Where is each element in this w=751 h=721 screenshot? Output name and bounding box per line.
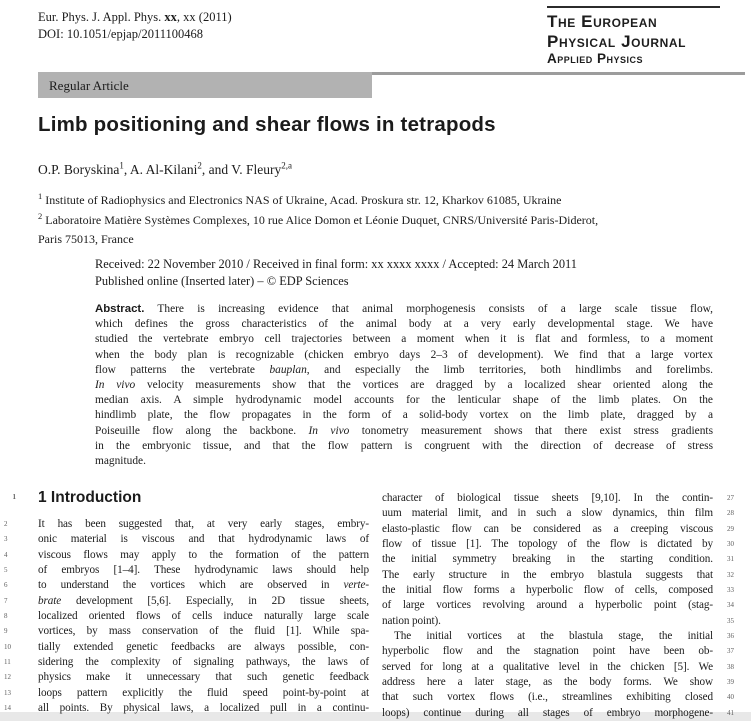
line-number: 31 bbox=[727, 555, 734, 564]
body-line bbox=[382, 552, 734, 567]
section-heading-introduction bbox=[12, 488, 369, 507]
body-line-text: It has been suggested that, at very early stages, embry- bbox=[38, 518, 369, 530]
body-line bbox=[4, 624, 369, 639]
line-number: 3 bbox=[4, 535, 8, 544]
abstract-label: Abstract. bbox=[95, 303, 145, 315]
body-line bbox=[4, 517, 369, 532]
line-number: 30 bbox=[727, 540, 734, 549]
banner-rule bbox=[372, 72, 745, 75]
line-number: 14 bbox=[4, 704, 11, 713]
body-line-text: elasto-plastic flow can be considered as a creeping viscous bbox=[382, 522, 713, 535]
body-line bbox=[382, 706, 734, 721]
line-number: 40 bbox=[727, 693, 734, 702]
author bbox=[130, 162, 231, 177]
body-line bbox=[382, 629, 734, 644]
body-line-text: onic material is viscous and that hydrodynamic laws of bbox=[38, 533, 369, 546]
author-separator: , and bbox=[201, 161, 232, 177]
body-line bbox=[4, 532, 369, 547]
line-number: 38 bbox=[727, 662, 734, 671]
body-line bbox=[382, 598, 734, 613]
body-line bbox=[382, 690, 734, 705]
author-name: O.P. Boryskina bbox=[38, 161, 120, 177]
left-column bbox=[4, 488, 369, 716]
body-line bbox=[382, 522, 734, 537]
abstract-line bbox=[95, 348, 713, 363]
affiliation-number: 2 bbox=[38, 210, 43, 221]
published-line: Published online (Inserted later) – © EDP Sciences bbox=[95, 273, 349, 288]
abstract-text: which defines the gross characteristics of the animal body at a very early developmental stage. We have bbox=[95, 318, 713, 331]
body-line-text: physics make it unnecessary that such genetic feedback bbox=[38, 671, 369, 684]
affiliation-text: Laboratoire Matière Systèmes Complexes, 10 rue Alice Domon et Léonie Duquet, CNRS/Université Paris-Diderot, bbox=[45, 212, 599, 227]
body-line-text: that such vortex flows (i.e., streamlines exhibiting closed bbox=[382, 691, 713, 704]
abstract-line bbox=[95, 363, 713, 378]
logo-line-2: Physical Journal bbox=[547, 31, 687, 51]
line-number: 28 bbox=[727, 509, 734, 518]
body-line-text: of large vortices revolving around a hyperbolic point (stag- bbox=[382, 599, 713, 612]
body-line bbox=[4, 670, 369, 685]
abstract-line bbox=[95, 454, 713, 469]
body-line-text: brate development [5,6]. Especially, in 2D tissue sheets, bbox=[38, 594, 369, 607]
abstract-line bbox=[95, 408, 713, 423]
abstract-line bbox=[95, 302, 713, 317]
body-line-text: flow of tissue [1]. The topology of the flow is dictated by bbox=[382, 538, 713, 551]
body-line bbox=[382, 675, 734, 690]
body-line-text: to understand the vortices which are observed in verte- bbox=[38, 579, 369, 592]
right-column bbox=[382, 488, 734, 721]
citation-pre: Eur. Phys. J. Appl. Phys. bbox=[38, 10, 165, 24]
line-number: 7 bbox=[4, 596, 8, 605]
body-line-text: sidering the complexity of signaling pathways, the laws of bbox=[38, 656, 369, 669]
authors-line bbox=[38, 160, 292, 178]
abstract-text: In vivo velocity measurements show that the vortices are dragged by a localized shear oriented along the bbox=[95, 379, 713, 392]
journal-logo bbox=[547, 6, 720, 67]
citation-line bbox=[38, 9, 232, 26]
body-line-text: viscous flows may apply to the formation of the pattern bbox=[38, 548, 369, 561]
line-number: 33 bbox=[727, 586, 734, 595]
logo-line-1: The European bbox=[547, 12, 658, 31]
author bbox=[38, 162, 130, 177]
body-line-text: nation point). bbox=[382, 614, 441, 627]
abstract-line bbox=[95, 378, 713, 393]
abstract-text: in the embryonic tissue, and that the flow pattern is congruent with the direction of decrease of stress bbox=[95, 439, 713, 452]
article-title: Limb positioning and shear flows in tetrapods bbox=[38, 113, 496, 136]
abstract-line bbox=[95, 332, 713, 347]
line-number: 32 bbox=[727, 570, 734, 579]
body-line bbox=[382, 614, 734, 629]
line-number: 8 bbox=[4, 612, 8, 621]
right-column-lines bbox=[382, 491, 734, 721]
body-line bbox=[4, 609, 369, 624]
body-line bbox=[4, 594, 369, 609]
abstract-line bbox=[95, 393, 713, 408]
line-number: 6 bbox=[4, 581, 8, 590]
body-line-text: vortices, by mass conservation of the fluid [1]. While spa- bbox=[38, 625, 369, 638]
line-number: 10 bbox=[4, 642, 11, 651]
dates-block bbox=[95, 256, 577, 289]
body-line bbox=[382, 491, 734, 506]
abstract-line bbox=[95, 317, 713, 332]
abstract-line bbox=[95, 439, 713, 454]
body-line-text: address here a later stage, as the body forms. We show bbox=[382, 676, 713, 689]
author-affiliation-sup: 1 bbox=[119, 160, 124, 170]
body-line-text: character of biological tissue sheets [9,10]. In the contin- bbox=[382, 492, 713, 504]
affiliation-text: Paris 75013, France bbox=[38, 232, 134, 246]
line-number: 5 bbox=[4, 566, 8, 575]
abstract-text: There is increasing evidence that animal morphogenesis consists of a large scale tissue flow, bbox=[157, 303, 713, 315]
line-number: 27 bbox=[727, 494, 734, 502]
line-number: 34 bbox=[727, 601, 734, 610]
article-type-banner: Regular Article bbox=[38, 72, 372, 98]
line-number: 1 bbox=[12, 493, 16, 501]
line-number: 29 bbox=[727, 524, 734, 533]
line-number: 35 bbox=[727, 616, 734, 625]
body-line bbox=[4, 686, 369, 701]
line-number: 4 bbox=[4, 550, 8, 559]
body-line bbox=[4, 701, 369, 716]
affiliation-line bbox=[38, 209, 728, 229]
body-line bbox=[4, 640, 369, 655]
abstract-text: flow patterns the vertebrate bauplan, and especially the limb territories, both hindlimbs and forelimbs. bbox=[95, 363, 713, 376]
body-line-text: loops pattern explicitly the fluid speed point-by-point at bbox=[38, 686, 369, 699]
line-number: 11 bbox=[4, 658, 11, 667]
line-number: 39 bbox=[727, 678, 734, 687]
body-line bbox=[382, 660, 734, 675]
citation-volume: xx bbox=[164, 10, 177, 24]
logo-line-3: Applied Physics bbox=[547, 51, 644, 66]
left-column-lines bbox=[4, 517, 369, 716]
body-line-text: hyperbolic flow and the stagnation point have been ob- bbox=[382, 645, 713, 658]
line-number: 37 bbox=[727, 647, 734, 656]
received-line: Received: 22 November 2010 / Received in final form: xx xxxx xxxx / Accepted: 24 March 2011 bbox=[95, 257, 577, 271]
body-line bbox=[4, 655, 369, 670]
abstract-line bbox=[95, 424, 713, 439]
affiliations bbox=[38, 189, 728, 248]
abstract-text: magnitude. bbox=[95, 455, 146, 468]
body-line bbox=[382, 583, 734, 598]
author-separator: , bbox=[123, 161, 130, 177]
body-line-text: The early structure in the embryo blastula suggests that bbox=[382, 568, 713, 581]
body-line bbox=[382, 568, 734, 583]
line-number: 41 bbox=[727, 708, 734, 717]
author-affiliation-sup: 2,a bbox=[281, 160, 293, 170]
line-number: 36 bbox=[727, 632, 734, 641]
body-line bbox=[382, 506, 734, 521]
line-number: 9 bbox=[4, 627, 8, 636]
author bbox=[231, 162, 292, 177]
body-line bbox=[4, 548, 369, 563]
abstract-text: studied the vertebrate embryo cell trajectories between a moment when it is flat and formless, to a moment bbox=[95, 333, 713, 346]
body-line-text: The initial vortices at the blastula stage, the initial bbox=[394, 630, 713, 643]
line-number: 2 bbox=[4, 520, 8, 528]
body-line-text: of embryos [1–4]. These hydrodynamic laws should help bbox=[38, 564, 369, 577]
body-line-text: the initial symmetry breaking in the starting condition. bbox=[382, 553, 713, 566]
affiliation-number: 1 bbox=[38, 191, 43, 201]
journal-citation bbox=[38, 9, 232, 42]
body-line bbox=[4, 578, 369, 593]
abstract-text: Poiseuille flow along the backbone. In vivo tonometry measurement shows that there exist stress gradients bbox=[95, 424, 713, 437]
abstract-text: median axis. A simple hydrodynamic model accounts for the lenticular shape of the limb plates. On the bbox=[95, 394, 713, 407]
body-line-text: loops) continue during all stages of embryo morphogene- bbox=[382, 706, 713, 719]
doi-line: DOI: 10.1051/epjap/2011100468 bbox=[38, 26, 204, 41]
section-heading-text: 1 Introduction bbox=[38, 489, 142, 506]
body-line-text: tially extended genetic feedbacks are always possible, con- bbox=[38, 640, 369, 653]
author-name: V. Fleury bbox=[231, 161, 282, 177]
line-number: 13 bbox=[4, 688, 11, 697]
body-line bbox=[4, 563, 369, 578]
body-line-text: the initial flow forms a hyperbolic flow of cells, composed bbox=[382, 584, 713, 597]
author-affiliation-sup: 2 bbox=[197, 160, 202, 170]
line-number: 12 bbox=[4, 673, 11, 682]
citation-post: , xx (2011) bbox=[176, 10, 232, 24]
affiliation-text: Institute of Radiophysics and Electronics NAS of Ukraine, Acad. Proskura str. 12, Kharkov 61085, Ukraine bbox=[45, 193, 562, 207]
body-line bbox=[382, 644, 734, 659]
abstract-text: hindlimb plate, the flow propagates in the form of a solid-body vortex on the limb plate, dragged by a bbox=[95, 409, 713, 422]
body-line-text: served for long at a qualitative level in the chicken [5]. We bbox=[382, 660, 713, 673]
affiliation-line bbox=[38, 189, 728, 209]
body-line-text: uum material limit, and in such a slow dynamics, thin film bbox=[382, 507, 713, 520]
affiliation-line bbox=[38, 228, 728, 248]
abstract-block bbox=[95, 302, 713, 469]
body-line-text: localized oriented flows of cells induce naturally large scale bbox=[38, 610, 369, 623]
body-line-text: all points. By physical laws, a localized pull in a continu- bbox=[38, 702, 369, 715]
body-line bbox=[382, 537, 734, 552]
author-name: A. Al-Kilani bbox=[129, 161, 198, 177]
abstract-text: when the body plan is recognizable (chicken embryo days 2–3 of development). We find that a large vortex bbox=[95, 348, 713, 361]
